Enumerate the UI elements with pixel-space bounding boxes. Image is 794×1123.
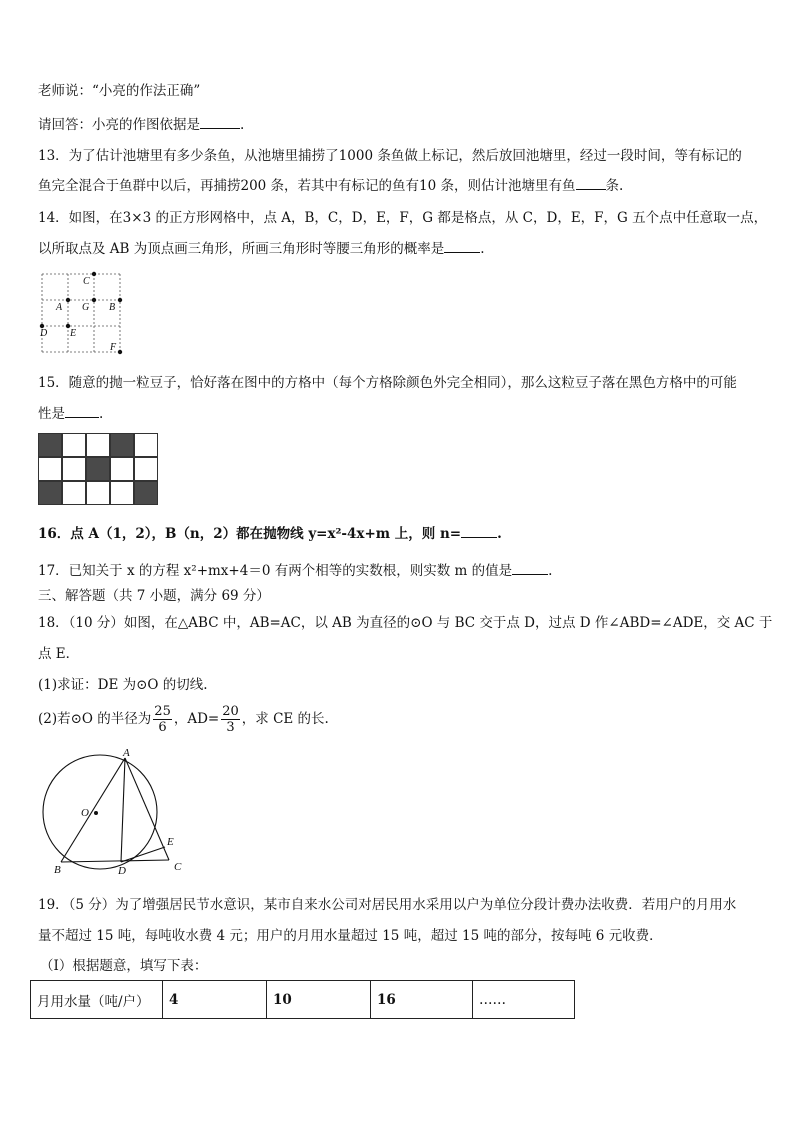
q13-line2-end: 条. [605, 178, 624, 194]
fraction-radius-den: 6 [158, 719, 167, 735]
q14-grid-figure [36, 270, 128, 358]
water-usage-table [30, 980, 575, 1019]
white-square [110, 457, 134, 481]
q18-part2-pre: (2)若⊙O 的半径为 [38, 711, 152, 727]
black-square [110, 433, 134, 457]
label-b: B [54, 864, 61, 876]
section-3-heading: 三、解答题（共 7 小题，满分 69 分） [38, 588, 270, 604]
q18-part2 [38, 702, 329, 736]
q15-line2-text: 性是 [38, 406, 65, 422]
q18-part1: (1)求证：DE 为⊙O 的切线. [38, 677, 208, 693]
white-square [62, 481, 86, 505]
black-square [38, 481, 62, 505]
q15-bean-grid [38, 433, 157, 505]
table-row [31, 981, 575, 1019]
q14-blank [444, 240, 480, 253]
answer-prompt: 请回答：小亮的作图依据是 . [38, 117, 245, 133]
point-a [66, 298, 70, 302]
teacher-line: 老师说：“小亮的作法正确” [38, 83, 201, 99]
label-o: O [81, 807, 89, 819]
label-d: D [118, 865, 126, 876]
table-cell: …… [473, 981, 575, 1019]
q13-line1: 13．为了估计池塘里有多少条鱼，从池塘里捕捞了1000 条鱼做上标记，然后放回池塘里，经过一段时间，等有标记的 [38, 148, 742, 164]
fraction-ad [221, 704, 240, 735]
black-square [86, 457, 110, 481]
q17-blank [512, 562, 548, 575]
white-square [134, 457, 158, 481]
fraction-radius-num: 25 [154, 703, 171, 719]
label-b: B [109, 302, 116, 313]
fraction-radius [153, 704, 172, 735]
q15-blank [65, 405, 99, 418]
q14-line1: 14．如图，在3×3 的正方形网格中，点 A，B，C，D，E，F，G 都是格点，从 C，D，E，F，G 五个点中任意取一点， [38, 210, 768, 226]
q18-line1: 18．（10 分）如图，在△ABC 中，AB=AC，以 AB 为直径的⊙O 与 BC 交于点 D，过点 D 作∠ABD=∠ADE，交 AC 于 [38, 615, 773, 631]
black-square [134, 481, 158, 505]
q15-line2: 性是 . [38, 406, 104, 422]
label-e: E [167, 836, 174, 848]
label-c: C [83, 276, 90, 287]
black-square [38, 433, 62, 457]
q17-text: 17．已知关于 x 的方程 x²+mx+4＝0 有两个相等的实数根，则实数 m 的值是 [38, 563, 513, 579]
point-f [118, 350, 122, 354]
q16-line: 16．点 A（1，2），B（n，2）都在抛物线 y=x²-4x+m 上，则 n= . [38, 526, 502, 542]
fraction-ad-num: 20 [222, 703, 239, 719]
table-cell: 10 [267, 981, 371, 1019]
q14-line2-text: 以所取点及 AB 为顶点画三角形，所画三角形时等腰三角形的概率是 [38, 241, 445, 257]
segment-bc [61, 860, 169, 862]
q19-line2: 量不超过 15 吨，每吨收水费 4 元；用户的月用水量超过 15 吨，超过 15 吨的部分，按每吨 6 元收费． [38, 928, 663, 944]
label-g: G [82, 302, 90, 313]
white-square [62, 433, 86, 457]
label-c: C [174, 861, 182, 873]
q16-blank [461, 525, 497, 538]
label-a: A [123, 747, 130, 759]
answer-blank [200, 116, 240, 129]
point-b [118, 298, 122, 302]
label-f: F [110, 342, 117, 353]
fraction-ad-den: 3 [226, 719, 235, 735]
table-cell: 4 [163, 981, 267, 1019]
q19-line1: 19．（5 分）为了增强居民节水意识，某市自来水公司对居民用水采用以户为单位分段计费办法收费．若用户的月用水 [38, 897, 737, 913]
point-c [92, 272, 96, 276]
q19-part1: （I）根据题意，填写下表： [40, 958, 208, 974]
q14-line2: 以所取点及 AB 为顶点画三角形，所画三角形时等腰三角形的概率是 . [38, 241, 485, 257]
q16-text: 16．点 A（1，2），B（n，2）都在抛物线 y=x²-4x+m 上，则 n= [38, 526, 462, 542]
white-square [86, 481, 110, 505]
center-o-dot [94, 811, 98, 815]
white-square [62, 457, 86, 481]
label-d: D [40, 328, 48, 339]
q18-part2-post: ，求 CE 的长. [241, 711, 329, 727]
white-square [38, 457, 62, 481]
white-square [110, 481, 134, 505]
q18-part2-mid: ，AD= [173, 711, 220, 727]
white-square [86, 433, 110, 457]
segment-ad [121, 758, 125, 862]
point-g [92, 298, 96, 302]
white-square [134, 433, 158, 457]
q13-line2-text: 鱼完全混合于鱼群中以后，再捕捞200 条，若其中有标记的鱼有10 条，则估计池塘里有鱼 [38, 178, 576, 194]
q18-circle-figure [34, 746, 190, 876]
table-cell: 16 [371, 981, 473, 1019]
q13-blank [576, 177, 606, 190]
q15-line1: 15．随意的抛一粒豆子，恰好落在图中的方格中（每个方格除颜色外完全相同），那么这粒豆子落在黑色方格中的可能 [38, 375, 737, 391]
segment-ab [61, 758, 125, 862]
q17-line: 17．已知关于 x 的方程 x²+mx+4＝0 有两个相等的实数根，则实数 m 的值是 . [38, 563, 553, 579]
q18-line2: 点 E． [38, 646, 80, 662]
circle-o [43, 755, 157, 869]
table-header-cell: 月用水量（吨/户） [31, 981, 163, 1019]
label-a: A [56, 302, 63, 313]
q13-line2 [38, 177, 623, 195]
label-e: E [70, 328, 77, 339]
answer-prompt-text: 请回答：小亮的作图依据是 [38, 117, 200, 133]
